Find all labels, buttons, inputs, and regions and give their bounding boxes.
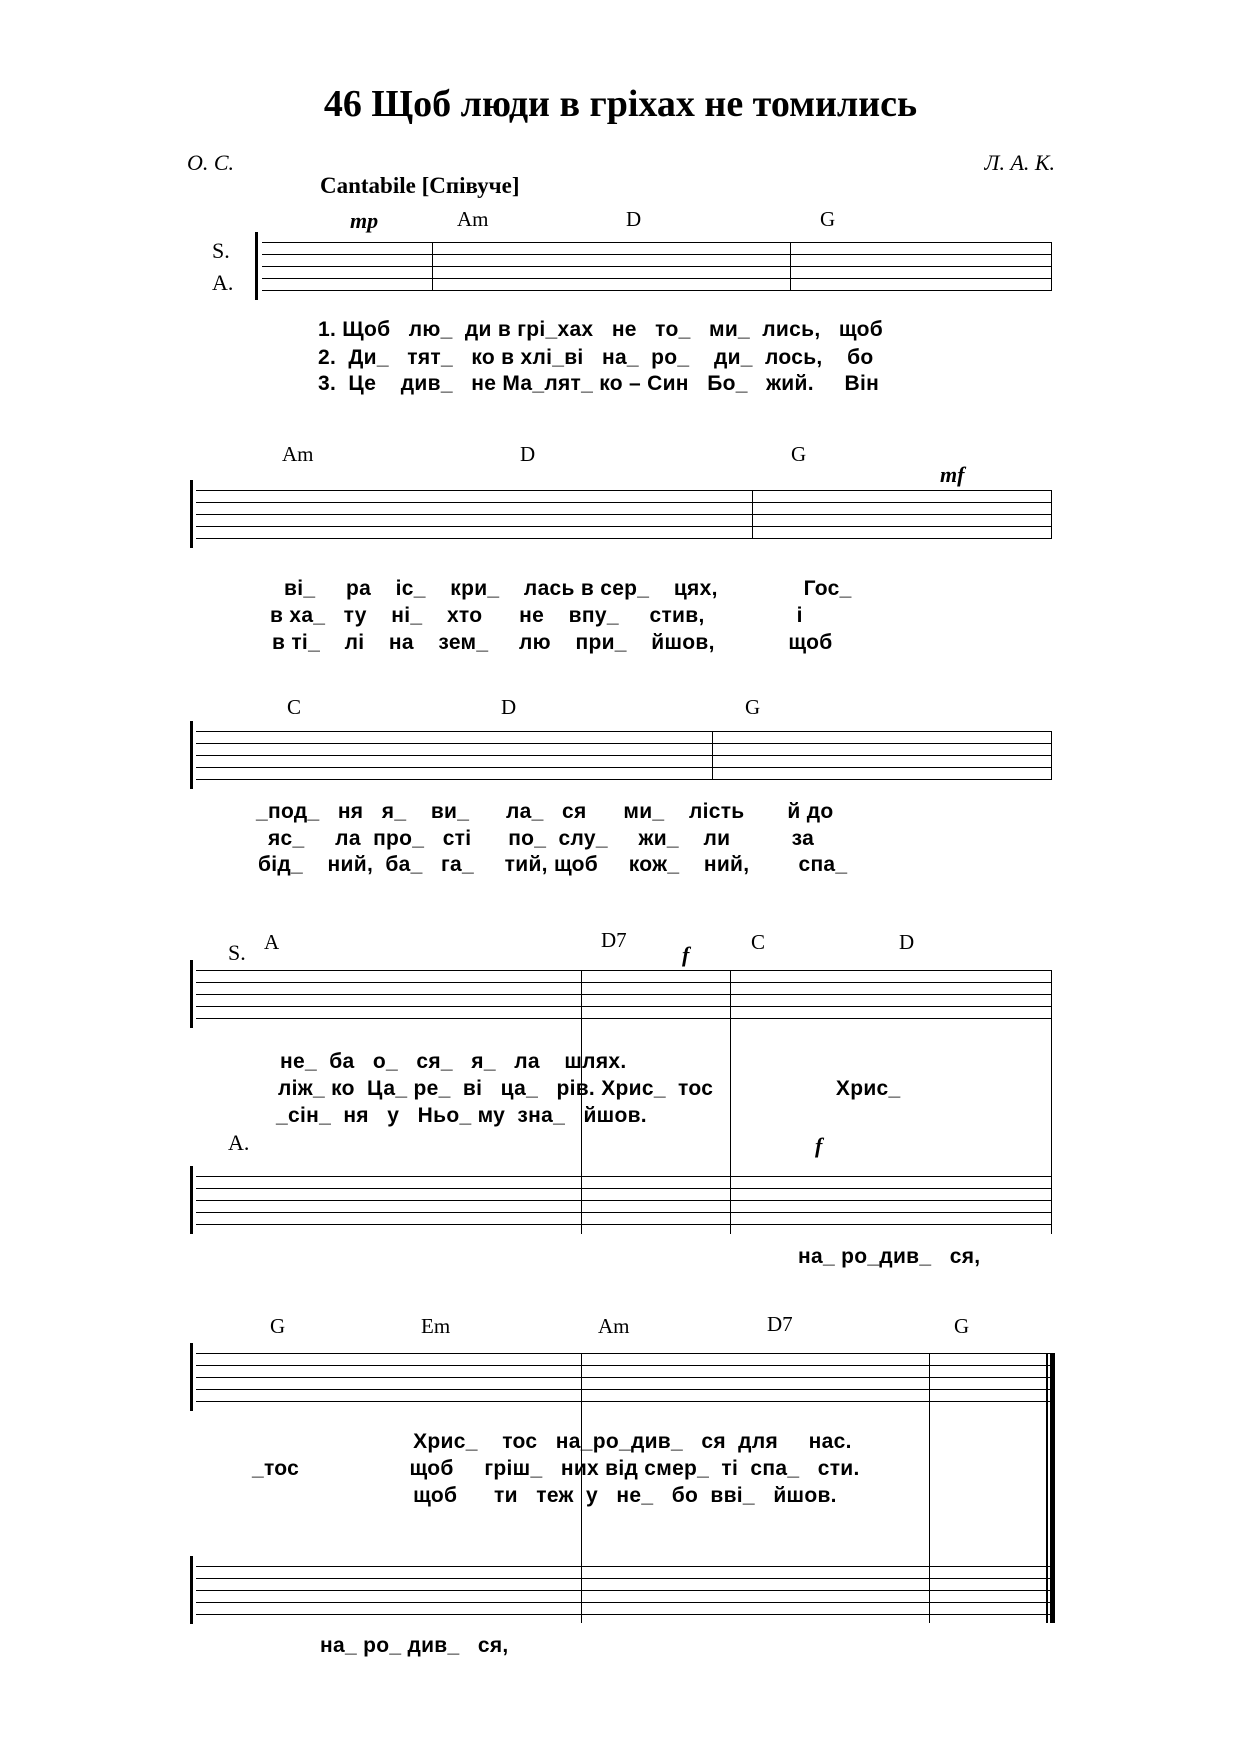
chord-symbol: G [791, 442, 807, 466]
voice-label-alto: A. [228, 1130, 250, 1155]
staff-soprano [196, 1353, 1052, 1401]
staff-alto [196, 1176, 1052, 1224]
voice-label-soprano: S. [228, 940, 246, 965]
staff-soprano [196, 970, 1052, 1018]
system-bracket [190, 480, 193, 548]
dynamic-mark: mf [940, 462, 965, 487]
chord-symbol: G [954, 1314, 970, 1338]
lyric-line-verse-2: в ха_ ту ні_ хто не впу_ стив, і [270, 604, 803, 627]
voice-label-soprano: S. [212, 238, 230, 263]
system-bracket [190, 960, 193, 1028]
lyric-line-verse-2: 2. Ди_ тят_ ко в хлі_ві на_ ро_ ди_ лось, бо [318, 346, 874, 369]
lyric-line-alto: на_ ро_див_ ся, [798, 1245, 981, 1268]
lyric-line-verse-1: _под_ ня я_ ви_ ла_ ся ми_ лість й до [256, 800, 834, 823]
lyric-line-verse-1: ві_ ра іс_ кри_ лась в сер_ цях, Гос_ [284, 577, 852, 600]
chord-symbol: Am [282, 442, 314, 466]
chord-symbol: Am [598, 1314, 630, 1338]
system-bracket [190, 1166, 193, 1234]
barline [432, 242, 433, 290]
chord-symbol: D7 [601, 928, 627, 952]
tempo-marking: Cantabile [Співуче] [320, 173, 520, 198]
system-bracket [255, 232, 258, 300]
barline [1051, 490, 1052, 538]
chord-symbol: D7 [767, 1312, 793, 1336]
lyric-line-verse-3: в ті_ лі на зем_ лю при_ йшов, щоб [272, 631, 833, 654]
barline [1051, 731, 1052, 779]
chord-symbol: D [899, 930, 915, 954]
chord-symbol: D [501, 695, 517, 719]
system-bracket [190, 1556, 193, 1624]
page-title: 46 Щоб люди в гріхах не томились [323, 83, 918, 125]
staff [196, 490, 1052, 538]
lyric-line-verse-2: _тос щоб гріш_ них від смер_ ті спа_ сти. [252, 1457, 860, 1480]
system-bracket [190, 721, 193, 789]
chord-symbol: G [745, 695, 761, 719]
lyricist-credit: О. С. [187, 150, 235, 175]
barline [712, 731, 713, 779]
lyric-line-verse-3: 3. Це див_ не Ма_лят_ ко – Син Бо_ жий. Він [318, 372, 880, 395]
voice-label-alto: A. [212, 270, 234, 295]
lyric-line-alto: на_ ро_ див_ ся, [320, 1634, 509, 1657]
barline [790, 242, 791, 290]
dynamic-mark: f [682, 942, 690, 967]
lyric-line-verse-3: бід_ ний, ба_ га_ тий, щоб кож_ ний, спа_ [258, 853, 848, 876]
chord-symbol: C [751, 930, 766, 954]
lyric-line-verse-2: яс_ ла про_ сті по_ слу_ жи_ ли за [268, 827, 815, 850]
chord-symbol: G [820, 207, 836, 231]
barline [752, 490, 753, 538]
lyric-line-verse-3: _сін_ ня у Ньо_ му зна_ йшов. [276, 1104, 647, 1127]
chord-symbol: Am [457, 207, 489, 231]
lyric-line-verse-1: не_ ба о_ ся_ я_ ла шлях. [280, 1050, 627, 1073]
chord-symbol: Em [421, 1314, 451, 1338]
staff [196, 731, 1052, 779]
barline [1051, 242, 1052, 290]
lyric-line-verse-3: щоб ти теж у не_ бо вві_ йшов. [272, 1484, 837, 1507]
staff [262, 242, 1052, 290]
chord-symbol: A [264, 930, 280, 954]
dynamic-mark: mp [350, 208, 379, 233]
system-bracket [190, 1343, 193, 1411]
chord-symbol: D [520, 442, 536, 466]
composer-credit: Л. А. К. [984, 150, 1055, 175]
staff-alto [196, 1566, 1052, 1614]
lyric-line-verse-1: 1. Щоб лю_ ди в грі_хах не то_ ми_ лись, щоб [318, 318, 884, 341]
chord-symbol: D [626, 207, 642, 231]
lyric-line-verse-1: Хрис_ тос на_ро_див_ ся для нас. [272, 1430, 852, 1453]
chord-symbol: C [287, 695, 302, 719]
lyric-line-verse-2: ліж_ ко Ца_ ре_ ві ца_ рів. Хрис_ тос Хрис_ [278, 1077, 901, 1100]
dynamic-mark: f [815, 1133, 823, 1158]
chord-symbol: G [270, 1314, 286, 1338]
